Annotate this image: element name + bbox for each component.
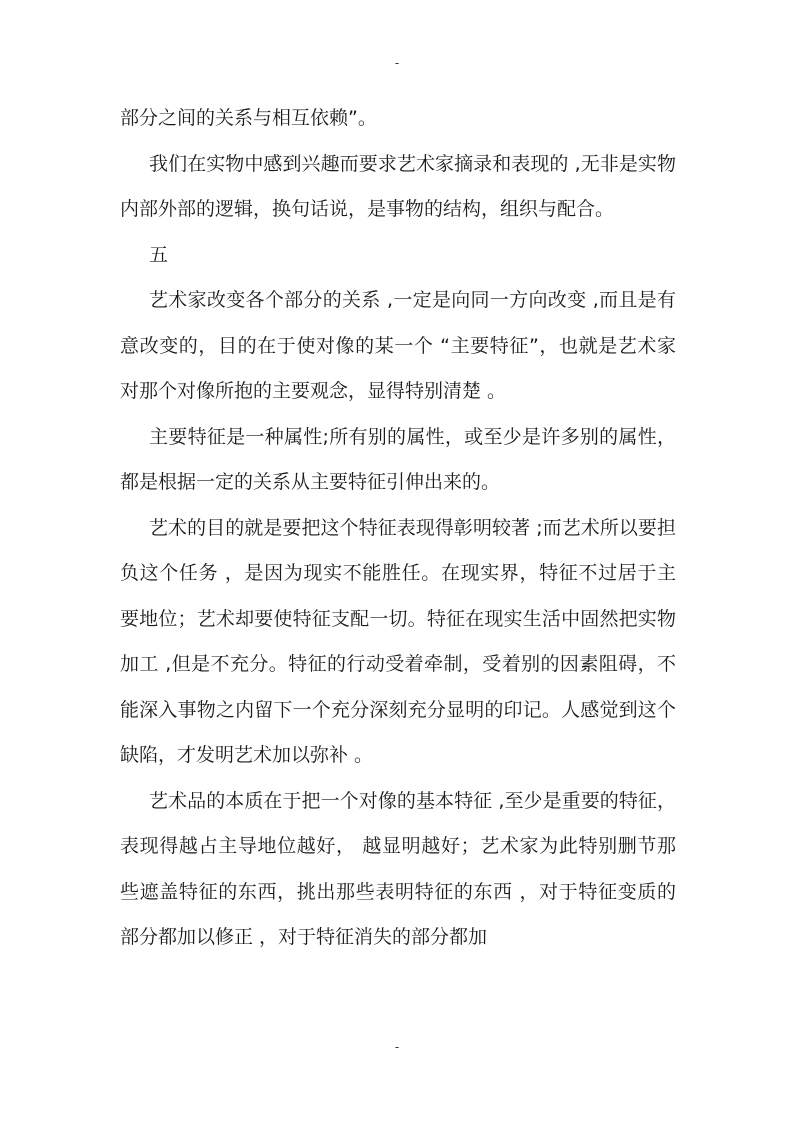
footer-mark: - <box>394 1040 400 1054</box>
section-heading: 五 <box>149 243 169 266</box>
header-mark: - <box>394 56 400 70</box>
paragraph: 艺术的目的就是要把这个特征表现得彰明较著 ;而艺术所以要担负这个任务 ，是因为现实不能胜任。在现实界，特征不过居于主要地位；艺术却要使特征支配一切。特征在现实生活中固然把实物加工 ,但是不充分。特征的行动受着牵制，受着别的因素阻碍，不能深入事物之内留下一个充分深刻充分显明的印记。人感觉到这个缺陷，才发明艺术加以弥补 。 <box>120 516 676 766</box>
paragraph: 艺术品的本质在于把一个对像的基本特征 ,至少是重要的特征，表现得越占主导地位越好， 越显明越好；艺术家为此特别删节那些遮盖特征的东西，挑出那些表明特征的东西 ，对于特征变质的部分都加以修正 ，对于特征消失的部分都加 <box>120 789 676 948</box>
paragraph: 艺术家改变各个部分的关系 ,一定是向同一方向改变 ,而且是有意改变的，目的在于使对像的某一个 “主要特征”，也就是艺术家对那个对像所抱的主要观念，显得特别清楚 。 <box>120 289 676 402</box>
paragraph-continued: 部分之间的关系与相互依赖”。 <box>120 107 377 129</box>
paragraph: 主要特征是一种属性;所有别的属性，或至少是许多别的属性，都是根据一定的关系从主要特征引伸出来的。 <box>120 425 676 493</box>
paragraph: 我们在实物中感到兴趣而要求艺术家摘录和表现的 ,无非是实物内部外部的逻辑，换句话说，是事物的结构，组织与配合。 <box>120 152 676 220</box>
document-body <box>120 96 676 961</box>
